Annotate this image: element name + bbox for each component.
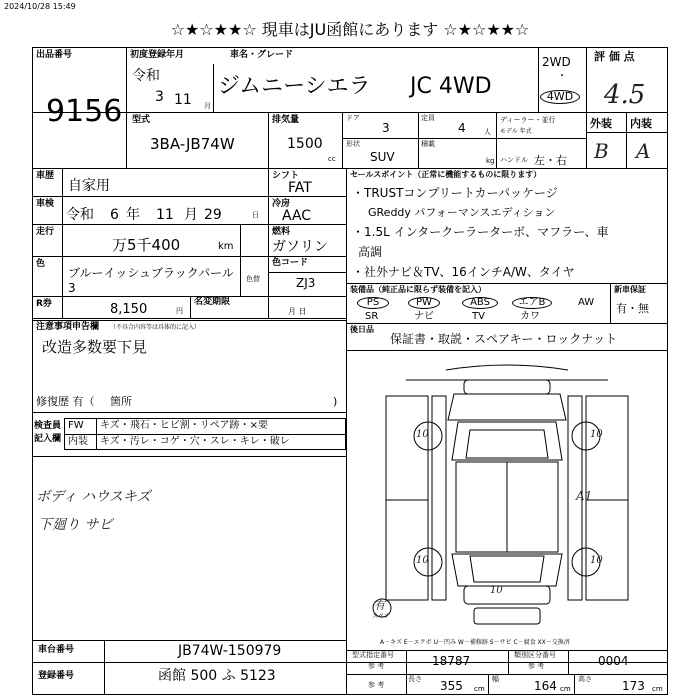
inspection-month: 11: [156, 207, 174, 223]
grade-label: 評 価 点: [594, 50, 635, 63]
damage-a1: A1: [576, 489, 593, 503]
equip-ps: PS: [357, 297, 389, 309]
equip-airbag: エアB: [512, 297, 552, 309]
tire-fr: 10: [590, 429, 603, 440]
fw-label: FW: [68, 420, 84, 431]
inspection-month-unit: 月: [184, 207, 198, 223]
sales-line-1: ・TRUSTコンプリートカーパッケージ: [352, 186, 558, 200]
history-label: 車歴: [36, 171, 55, 181]
delivery-label: 後日品: [350, 325, 374, 334]
repair-unit: 箇所: [110, 395, 132, 408]
newcar-warranty-label: 新車保証: [614, 285, 646, 294]
color-value: ブルーイッシュブラックパール3: [68, 266, 234, 295]
equipment-label: 装備品（純正品に限らず装備を記入）: [350, 285, 486, 294]
shift-value: FAT: [288, 180, 312, 196]
seats-value: 4: [458, 121, 466, 135]
damage-legend: A－キズ E－エクボ U－凹み W－補修跡 S－サビ C－腐食 XX－交換済: [380, 639, 570, 646]
capacity-label: 積載: [421, 140, 435, 148]
mileage-label: 走行: [36, 227, 55, 237]
inspection-day: 29: [204, 207, 222, 223]
length-label: 長さ: [408, 675, 422, 683]
exterior-label: 外装: [590, 117, 612, 130]
checks-label-2: 記入欄: [34, 434, 62, 444]
name-change-date: 月 日: [288, 307, 307, 316]
body-label: 形状: [346, 140, 360, 148]
sales-line-5: ・社外ナビ＆TV、16インチA/W、タイヤ: [352, 265, 575, 279]
modelyear-label: モデル 年式: [500, 128, 532, 135]
newcar-warranty-value: 有・無: [616, 302, 649, 315]
equip-abs: ABS: [462, 297, 498, 309]
reg-label: 登録番号: [38, 671, 75, 681]
interior-check-items: キズ・汚レ・コゲ・穴・スレ・キレ・破レ: [100, 436, 290, 447]
interior-label: 内装: [630, 117, 652, 130]
catno-value: 0004: [598, 654, 629, 668]
dims-ref: 参 考: [368, 681, 385, 689]
first-reg-month: 11: [174, 92, 192, 108]
equip-pw: PW: [408, 297, 440, 309]
equip-aw: AW: [578, 297, 595, 308]
exterior-grade: B: [594, 139, 609, 163]
dealer-label: ディーラー・並行: [500, 116, 556, 124]
interior-check-label: 内装: [68, 436, 88, 447]
sales-line-2: GReddy パフォーマンスエディション: [368, 206, 556, 219]
drive-4wd-selected: 4WD: [540, 90, 580, 104]
tire-fl: 10: [416, 429, 429, 440]
model-type: 3BA-JB74W: [150, 135, 235, 153]
repair-label: 修復歴 有（: [36, 395, 95, 408]
inspection-year-unit: 年: [126, 207, 140, 223]
sales-line-3: ・1.5L インタークーラーターボ、マフラー、車: [352, 225, 609, 239]
typeno-ref: 参 考: [368, 662, 385, 670]
recycle-label: R券: [36, 299, 52, 309]
first-reg-label: 初度登録年月: [130, 50, 185, 60]
catno-ref: 参 考: [528, 662, 545, 670]
checks-label-1: 検査員: [34, 421, 62, 431]
banner: ☆★☆★★☆ 現車はJU函館にあります ☆★☆★★☆: [170, 20, 530, 39]
inspection-day-unit: 日: [252, 211, 259, 219]
equip-navi: ナビ: [414, 311, 434, 322]
delivery-items: 保証書・取説・スペアキー・ロックナット: [390, 332, 618, 346]
width-value: 164: [534, 679, 557, 693]
name-change-label: 名変期限: [194, 297, 231, 307]
car-damage-diagram: [346, 350, 668, 630]
colorcode-label: 色コード: [272, 258, 309, 268]
chassis-value: JB74W-150979: [178, 643, 282, 659]
fw-items: キズ・飛石・ヒビ割・リペア跡・×要: [100, 420, 268, 431]
lot-label: 出品番号: [36, 50, 73, 60]
notes-sub: （不具合内容等は具体的に記入）: [110, 324, 201, 331]
tire-rr: 10: [590, 555, 603, 566]
typeno-value: 18787: [432, 654, 471, 668]
height-label: 高さ: [578, 675, 592, 683]
length-value: 355: [440, 679, 463, 693]
timestamp: 2024/10/28 15:49: [4, 2, 76, 11]
first-reg-year: 3: [155, 89, 164, 105]
cc-unit: cc: [328, 155, 336, 163]
inspection-era: 令和: [66, 207, 94, 223]
model-label: 車名・グレード: [230, 50, 294, 60]
interior-grade: A: [636, 139, 651, 163]
remark-under: 下廻り サビ: [38, 517, 113, 533]
mileage-value: 万5千400: [112, 236, 181, 254]
spare-label: スペア: [372, 613, 391, 620]
color-label: 色: [36, 259, 46, 269]
width-unit: cm: [560, 685, 571, 693]
height-unit: cm: [652, 685, 663, 693]
reg-value: 函館 500 ふ 5123: [158, 668, 276, 684]
body-value: SUV: [370, 150, 395, 164]
month-unit: 月: [204, 102, 211, 110]
recycle-value: 8,150: [110, 302, 148, 317]
notes-text: 改造多数要下見: [42, 338, 148, 356]
model-type-label: 型式: [132, 115, 151, 125]
seats-label: 定員: [421, 114, 435, 122]
cc-value: 1500: [287, 136, 323, 152]
tire-rl: 10: [416, 555, 429, 566]
handle-label: ハンドル: [500, 156, 528, 164]
height-value: 173: [622, 679, 645, 693]
fuel-label: 燃料: [272, 227, 291, 237]
car-name: ジムニーシエラ: [218, 74, 371, 99]
drive-2wd: 2WD: [542, 55, 571, 69]
catno-label: 類別区分番号: [514, 651, 556, 659]
chassis-label: 車台番号: [38, 645, 75, 655]
lot-number: 9156: [46, 94, 123, 129]
inspection-year: 6: [110, 207, 119, 223]
notes-label: 注意事項申告欄: [36, 322, 100, 332]
recolor-label: 色替: [246, 275, 260, 283]
width-label: 幅: [492, 675, 499, 683]
equip-sr: SR: [365, 311, 379, 322]
inspection-label: 車検: [36, 199, 55, 209]
history-value: 自家用: [68, 178, 110, 194]
tire-center: 10: [490, 585, 503, 596]
grade-score: 4.5: [604, 80, 646, 110]
sales-line-4: 高調: [358, 245, 383, 259]
typeno-label: 型式指定番号: [352, 651, 394, 659]
yen-unit: 円: [176, 307, 183, 315]
equip-tv: TV: [472, 311, 485, 322]
cc-label: 排気量: [272, 115, 300, 125]
drive-dot: ・: [557, 71, 567, 82]
handle-value: 左・右: [534, 154, 567, 167]
length-unit: cm: [474, 685, 485, 693]
doors-value: 3: [382, 121, 390, 135]
kg-unit: kg: [486, 157, 495, 165]
repair-close: ): [333, 395, 338, 408]
shift-label: シフト: [272, 171, 300, 181]
km-unit: km: [218, 241, 234, 252]
doors-label: ドア: [346, 114, 360, 122]
car-grade: JC 4WD: [410, 74, 492, 99]
sales-label: セールスポイント（正常に機能するものに限ります）: [350, 170, 542, 179]
ac-label: 冷房: [272, 199, 291, 209]
remark-body: ボディ ハウスキズ: [36, 489, 151, 505]
first-reg-era: 令和: [132, 68, 160, 84]
fuel-value: ガソリン: [272, 239, 328, 255]
equip-leather: カワ: [520, 311, 540, 322]
spare-mark: 有: [374, 599, 385, 612]
ac-value: AAC: [282, 208, 312, 224]
seats-unit: 人: [484, 128, 491, 136]
colorcode-value: ZJ3: [296, 276, 316, 290]
